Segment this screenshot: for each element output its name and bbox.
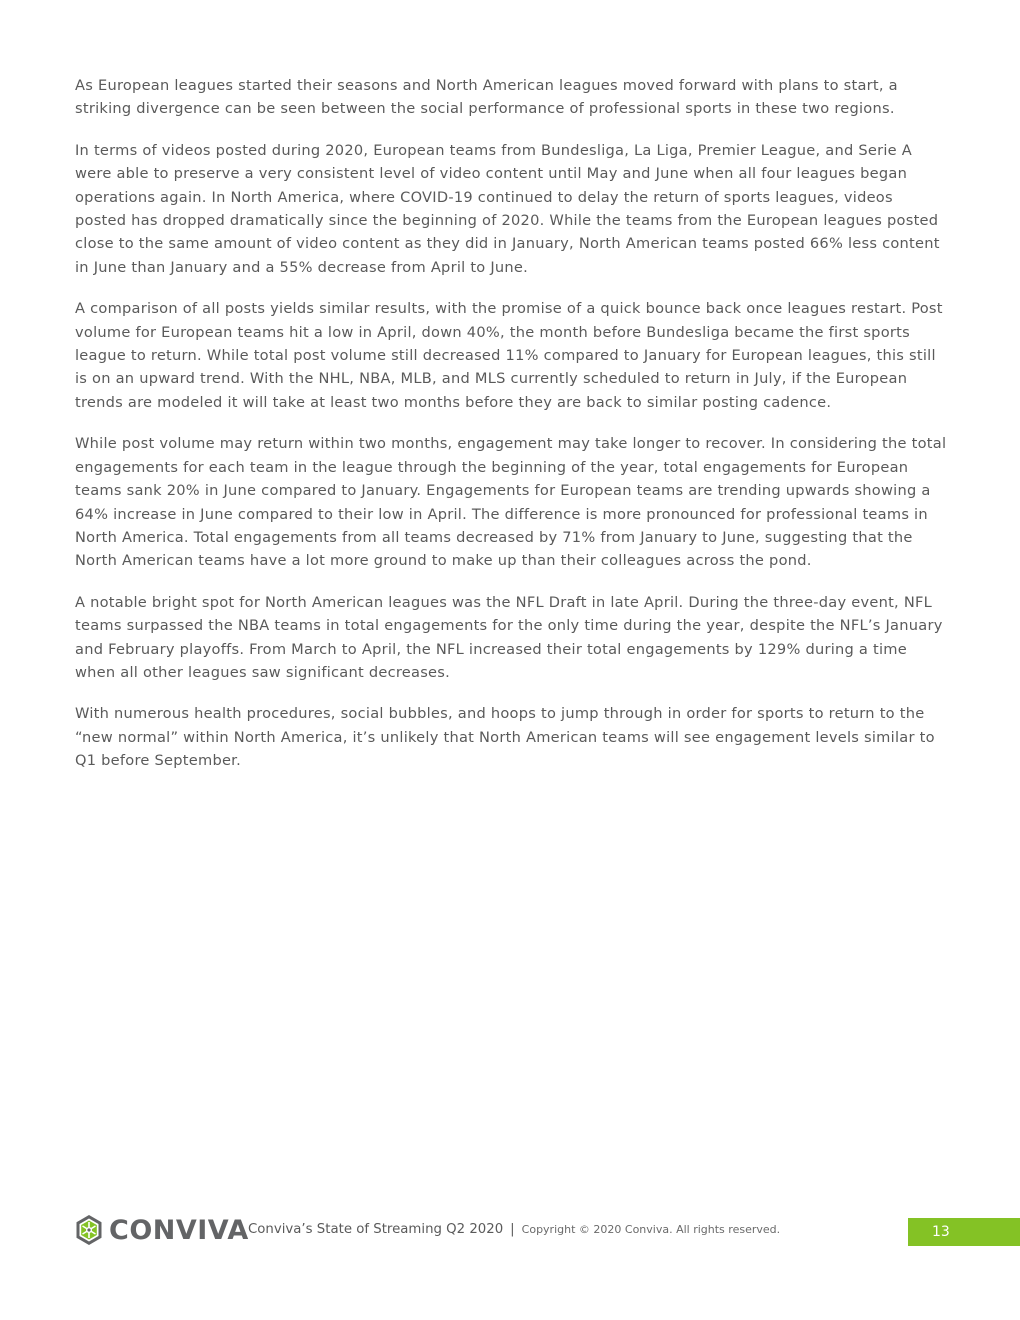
paragraph-1: As European leagues started their seasons and North American leagues moved forward with plans to start, a striking divergence can be seen between the social performance of professional sports in these two regions. [75, 77, 898, 118]
footer-caption [248, 1222, 780, 1237]
copyright-notice: Copyright © 2020 Conviva. All rights reserved. [521, 1223, 781, 1236]
paragraph-3: A comparison of all posts yields similar results, with the promise of a quick bounce back once leagues restart. Post volume for European teams hit a low in April, down 40%, the month before Bundesliga became the first sports league to return. While total post volume still decreased 11% compared to January for European leagues, this still is on an upward trend. With the NHL, NBA, MLB, and MLS currently scheduled to return in July, if the European trends are modeled it will take at least two months before they are back to similar posting cadence. [75, 300, 943, 411]
footer-separator: | [510, 1222, 515, 1237]
logo-wordmark: CONVIVA [109, 1214, 249, 1246]
page-footer [0, 1213, 1020, 1249]
page-number-badge [908, 1218, 1020, 1246]
article-body [75, 74, 947, 791]
report-title: Conviva’s State of Streaming Q2 2020 [248, 1222, 504, 1237]
page-number: 13 [932, 1224, 950, 1240]
paragraph-5: A notable bright spot for North American leagues was the NFL Draft in late April. During the three-day event, NFL teams surpassed the NBA teams in total engagements for the only time during the year, despite the NFL’s January and February playoffs. From March to April, the NFL increased their total engagements by 129% during a time when all other leagues saw significant decreases. [75, 593, 943, 681]
conviva-logo [75, 1213, 249, 1247]
paragraph-6: With numerous health procedures, social bubbles, and hoops to jump through in order for sports to return to the “new normal” within North America, it’s unlikely that North American teams will see engagement levels similar to Q1 before September. [75, 705, 935, 770]
paragraph-4: While post volume may return within two months, engagement may take longer to recover. In considering the total engagements for each team in the league through the beginning of the year, total engagements for European teams sank 20% in June compared to January. Engagements for European teams are trending upwards showing a 64% increase in June compared to their low in April. The difference is more pronounced for professional teams in North America. Total engagements from all teams decreased by 71% from January to June, suggesting that the North American teams have a lot more ground to make up than their colleagues across the pond. [75, 435, 947, 570]
paragraph-2: In terms of videos posted during 2020, European teams from Bundesliga, La Liga, Premier League, and Serie A were able to preserve a very consistent level of video content until May and June when all four leagues began operations again. In North America, where COVID-19 continued to delay the return of sports leagues, videos posted has dropped dramatically since the beginning of 2020. While the teams from the European leagues posted close to the same amount of video content as they did in January, North American teams posted 66% less content in June than January and a 55% decrease from April to June. [75, 141, 940, 276]
conviva-logo-icon [75, 1214, 103, 1246]
